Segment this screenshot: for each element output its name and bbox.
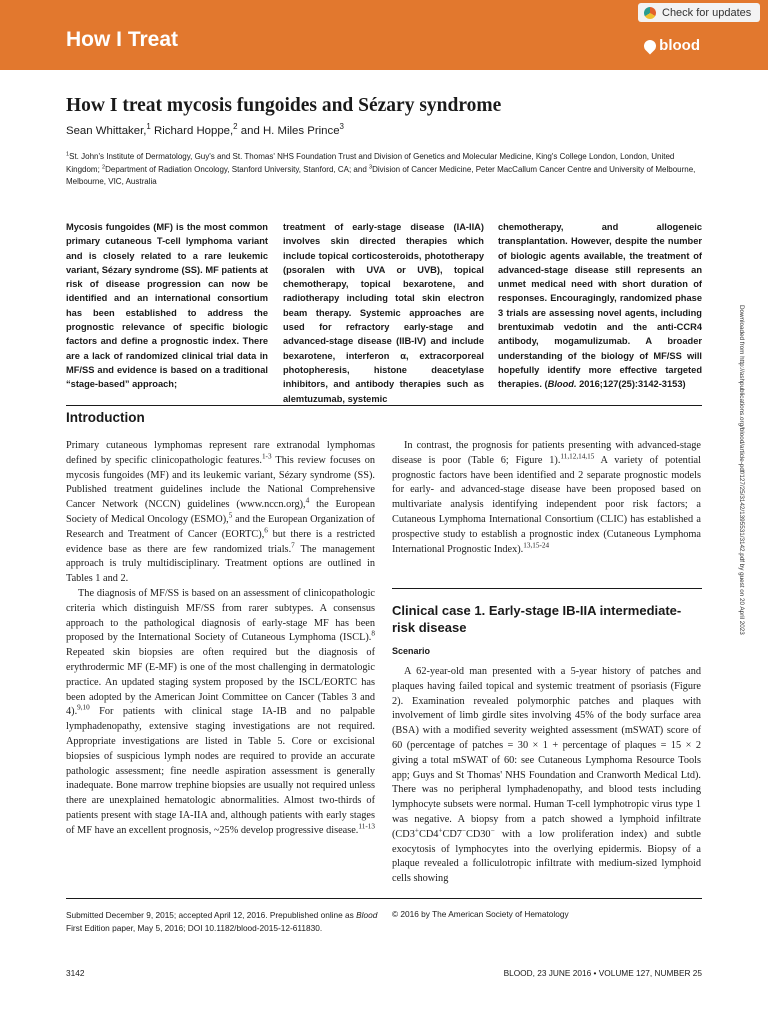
affiliation-ref: 3 xyxy=(339,122,344,132)
footer-divider xyxy=(66,898,702,899)
abstract-text: chemotherapy, and allogeneic transplantation. However, despite the number of biologic agents available, the treatment of advanced-stage disease still represents an unmet medical need with short duration of responses. Encouragingly, randomized phase 3 trials are assessing novel agents, including brentuximab vedotin and the anti-CCR4 antibody, mogamulizumab. A broader understanding of the biology of MF/SS will hopefully identify more effective targeted therapies. ( xyxy=(498,222,702,390)
section-label: How I Treat xyxy=(66,28,179,51)
marker-superscript: + xyxy=(438,826,443,835)
paragraph-text: The diagnosis of MF/SS is based on an assessment of clinicopathologic criteria which distinguish MF/SS from rarer subtypes. A consensus approach to the pathological diagnosis of early-stage MF has been proposed by the International Society of Cutaneous Lymphoma (ISCL). xyxy=(66,587,375,644)
case-subheading: Scenario xyxy=(392,646,431,656)
citation: 2016;127(25):3142-3153) xyxy=(576,379,686,390)
abstract-column-1: Mycosis fungoides (MF) is the most common primary cutaneous T-cell lymphoma variant and is closely related to a rare leukemic variant, Sézary syndrome (SS). MF patients at risk of disease progression can now be identified and an international consortium has been established to address the prognostic relevance of specific biologic factors and define a prognostic index. There are a lack of randomized clinical trial data in MF/SS and evidence is based on a traditional “stage-based” approach; xyxy=(66,222,268,390)
case-heading: Clinical case 1. Early-stage IB-IIA intermediate-risk disease xyxy=(392,603,682,635)
reference: 11-13 xyxy=(358,822,375,831)
reference: 6 xyxy=(264,526,268,535)
blood-drop-icon xyxy=(642,37,659,54)
paragraph-text: and the European Organization of Research and Treatment of Cancer (EORTC), xyxy=(66,513,375,540)
page-number: 3142 xyxy=(66,968,85,978)
affiliation-text: Division of Cancer Medicine, Peter MacCallum Cancer Centre and University of Melbourne, Melbourne, VIC, Australia xyxy=(66,164,696,186)
author-name: and H. Miles Prince xyxy=(237,125,340,137)
journal-name: Blood xyxy=(356,910,378,920)
paragraph-text: CD7 xyxy=(442,828,462,840)
paragraph-text: This review focuses on mycosis fungoides (MF) and its leukemic variant, Sézary syndrome (SS). Published treatment guidelines include the National Comprehensive Cancer Network (NCCN) guidelines (www.nccn.org), xyxy=(66,454,375,511)
author-list xyxy=(66,122,344,137)
logo-text: blood xyxy=(659,37,700,54)
blood-logo xyxy=(644,37,700,54)
paragraph-text: Repeated skin biopsies are often required but the diagnosis of erythrodermic MF (E-MF) is one of the most challenging in dermatologic practice. An updated staging system proposed by the ISCL/EORTC has been adopted by the American Joint Committee on Cancer (Tables 3 and 4). xyxy=(66,647,375,718)
paragraph-text: For patients with clinical stage IA-IB and no palpable lymphadenopathy, extensive staging investigations are not required. Appropriate investigations are listed in Table 5. Core or excisional biopsies of suspicious lymph nodes are required to provide an accurate pathologic assessment; fine needle aspiration assessment is generally inadequate. Bone marrow trephine biopsies are usually not required unless there are unexplained hematologic abnormalities. Almost two-thirds of patients present with stage IA-IIA and, although patients with early stages of MF have an excellent prognosis, ~25% develop progressive disease. xyxy=(66,706,375,836)
affiliation-text: Department of Radiation Oncology, Stanford University, Stanford, CA; and xyxy=(105,164,369,174)
download-watermark: Downloaded from http://ashpublications.org/blood/article-pdf/127/25/3142/1395531/3142.pdf by guest on 20 April 2023 xyxy=(738,305,745,635)
case-text xyxy=(392,665,701,887)
abstract-column-2: treatment of early-stage disease (IA-IIA) involves skin directed therapies which include topical corticosteroids, phototherapy (psoralen with UVA or UVB), topical chemotherapy, topical bexarotene, and radiotherapy including total skin electron beam therapy. Systemic approaches are used for refractory early-stage and advanced-stage disease (IIB-IV) and include bexarotene, interferon α, extracorporeal photopheresis, histone deacetylase inhibitors, and antibody therapies such as alemtuzumab, systemic xyxy=(283,222,484,404)
paragraph-text: Primary cutaneous lymphomas represent rare extranodal lymphomas defined by specific clinicopathologic features. xyxy=(66,440,375,466)
reference: 5 xyxy=(228,511,233,520)
footer-text: Submitted December 9, 2015; accepted April 12, 2016. Prepublished online as xyxy=(66,910,357,920)
marker-superscript: + xyxy=(414,826,419,835)
paragraph-text: The management approach is truly multidisciplinary. Treatment options are outlined in Tables 1 and 2. xyxy=(66,543,375,585)
intro-right-column xyxy=(392,439,701,557)
affiliation-number: 3 xyxy=(369,163,373,170)
reference: 7 xyxy=(291,541,295,550)
check-for-updates-label: Check for updates xyxy=(662,6,752,19)
reference: 11,12,14,15 xyxy=(560,452,595,461)
check-for-updates-button[interactable] xyxy=(638,3,760,22)
intro-left-column xyxy=(66,439,375,839)
affiliation-number: 2 xyxy=(102,163,106,170)
reference: 1-3 xyxy=(261,452,272,461)
paragraph-text: A variety of potential prognostic factors have been identified and 2 separate prognostic models for early- and advanced-stage disease have been proposed based on multivariate analysis identifying independent poor risk factors; a Cutaneous Lymphoma International Consortium (CLIC) has established a prospective study to establish a prognostic index (Cutaneous Lymphoma International Prognostic Index). xyxy=(392,454,701,555)
author-name: Sean Whittaker, xyxy=(66,125,147,137)
section-divider xyxy=(66,405,702,406)
paragraph xyxy=(392,439,701,557)
reference: 9,10 xyxy=(77,703,90,712)
paragraph-text: but there is a restricted evidence base as there are few randomized trials. xyxy=(66,528,375,555)
copyright: © 2016 by The American Society of Hematology xyxy=(392,909,569,919)
affiliation-text: St. John's Institute of Dermatology, Guy's and St. Thomas' NHS Foundation Trust and Division of Genetics and Molecular Medicine, King's College London, London, United Kingdom; xyxy=(66,152,675,174)
paragraph-text: with a low proliferation index) and subtle exocytosis of lymphocytes into the overlying epidermis. Biopsy of a plaque revealed a folliculotropic infiltrate with medium-sized lymphoid cells showing xyxy=(392,828,701,885)
author-name: Richard Hoppe, xyxy=(150,125,234,137)
affiliation-ref: 1 xyxy=(146,122,151,132)
footer-text: First Edition paper, May 5, 2016; DOI 10.1182/blood-2015-12-611830. xyxy=(66,922,323,933)
paragraph-text: the European Society of Medical Oncology (ESMO), xyxy=(66,499,375,525)
marker-superscript: − xyxy=(490,826,495,835)
reference: 8 xyxy=(371,629,375,638)
paragraph xyxy=(392,665,701,887)
article-title: How I treat mycosis fungoides and Sézary syndrome xyxy=(66,95,502,116)
reference: 13,15-24 xyxy=(523,541,550,550)
affiliation-ref: 2 xyxy=(233,122,238,132)
paragraph-text: CD30 xyxy=(465,828,491,840)
abstract-column-3 xyxy=(498,220,702,392)
paragraph-text: CD4 xyxy=(418,828,439,840)
paragraph-text: In contrast, the prognosis for patients presenting with advanced-stage disease is poor (Table 6; Figure 1). xyxy=(392,440,701,466)
journal-name: Blood. xyxy=(547,379,577,390)
affiliation-number: 1 xyxy=(66,151,70,158)
section-heading-introduction: Introduction xyxy=(66,410,145,425)
paragraph-text: A 62-year-old man presented with a 5-year history of patches and plaques having failed topical and systemic treatment of psoriasis (Figure 2). Examination revealed polymorphic patches and plaques with involvement of limb girdle sites involving 45% of the body surface area (BSA) with a modified severity weighted assessment (mSWAT) score of 60 (percentage of patches = 30 × 1 + percentage of plaques = 15 × 2 giving a total mSWAT of 60: see Cutaneous Lymphoma Resource Tools app; Guys and St Thomas' NHS Foundation and Cranworth Medical Ltd). There was no peripheral lymphadenopathy, and blood tests including lymphocyte subsets were normal. Human T-cell lymphotropic virus type 1 was negative. A biopsy from a patch showed a lymphoid infiltrate (CD3 xyxy=(392,666,701,840)
submission-note xyxy=(66,909,378,934)
marker-superscript: − xyxy=(461,826,466,835)
paragraph xyxy=(66,439,375,587)
reference: 4 xyxy=(305,496,310,505)
affiliations xyxy=(66,151,702,189)
crossmark-icon xyxy=(644,7,656,19)
paragraph xyxy=(66,587,375,839)
case-divider xyxy=(392,588,702,589)
journal-info: BLOOD, 23 JUNE 2016 • VOLUME 127, NUMBER 25 xyxy=(503,968,702,978)
